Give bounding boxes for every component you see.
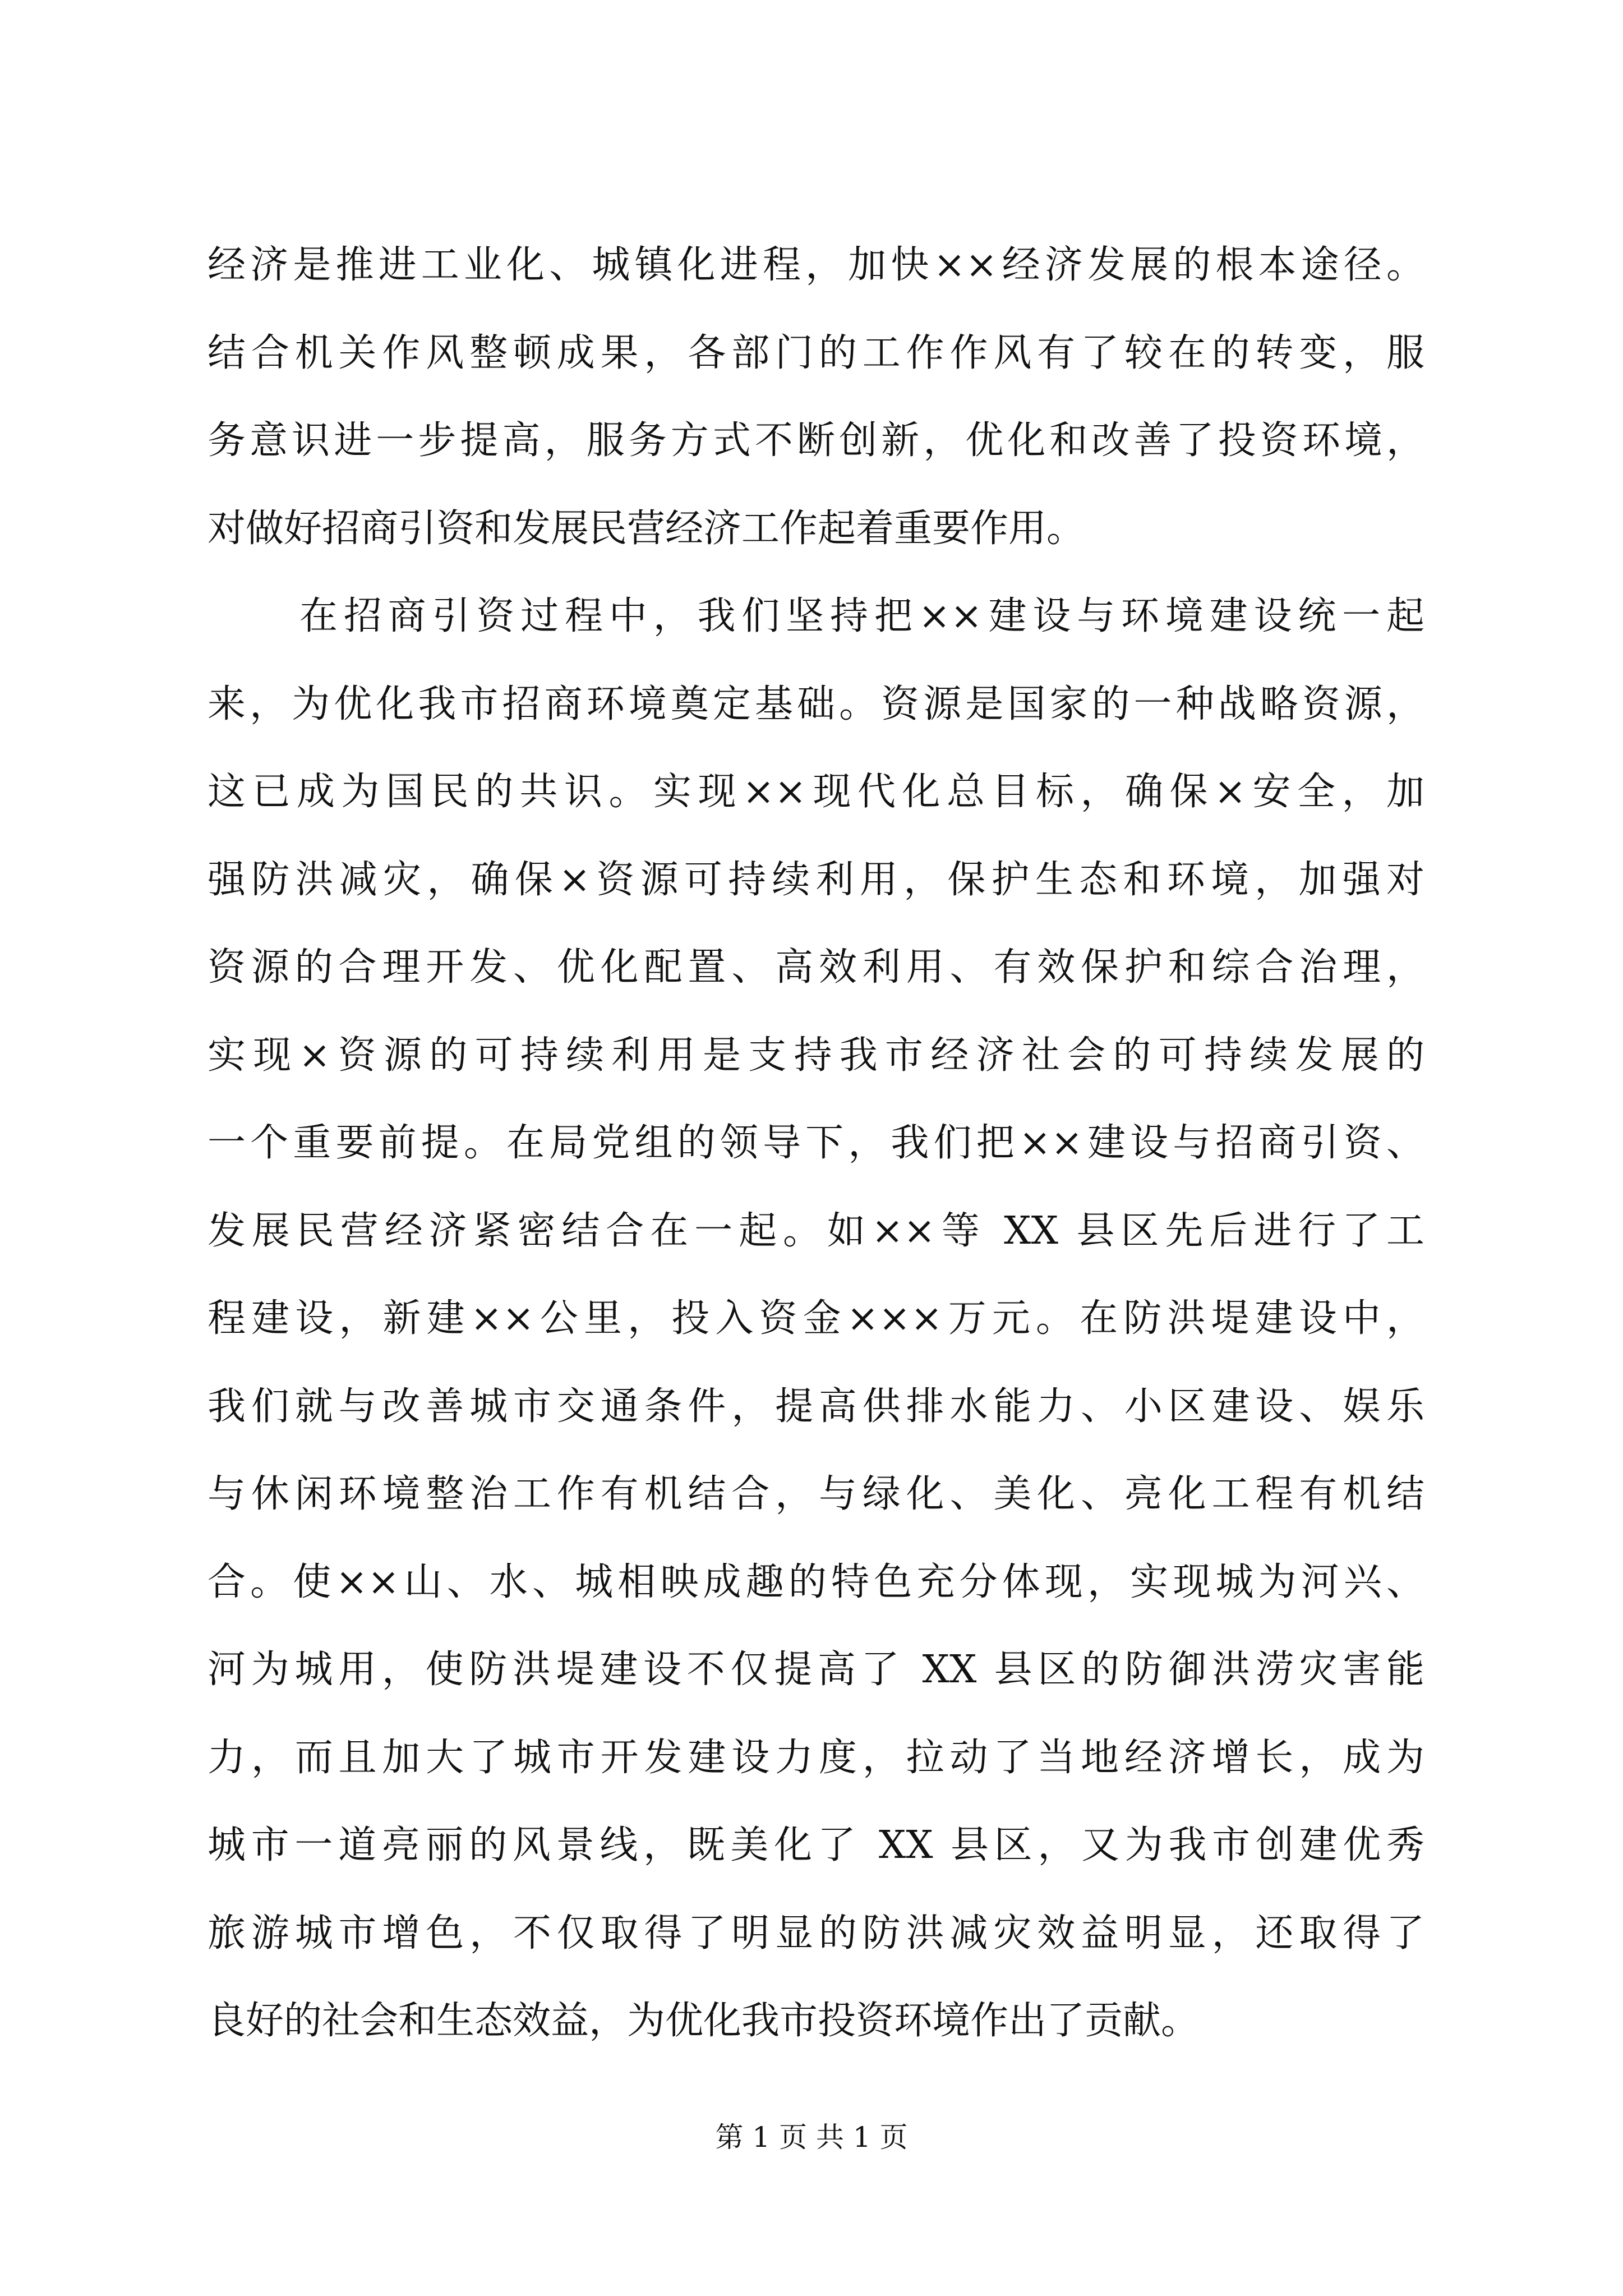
text-line: 发展民营经济紧密结合在一起。如××等 XX 县区先后进行了工 [208,1208,1424,1253]
text-line: 我们就与改善城市交通条件，提高供排水能力、小区建设、娱乐 [208,1384,1424,1429]
text-line: 强防洪减灾，确保×资源可持续利用，保护生态和环境，加强对 [208,857,1424,902]
text-line: 结合机关作风整顿成果，各部门的工作作风有了较在的转变，服 [208,330,1424,375]
text-line: 程建设，新建××公里，投入资金×××万元。在防洪堤建设中， [208,1296,1424,1341]
text-line: 力，而且加大了城市开发建设力度，拉动了当地经济增长，成为 [208,1735,1424,1780]
text-line: 经济是推进工业化、城镇化进程，加快××经济发展的根本途径。 [208,243,1424,287]
text-line: 一个重要前提。在局党组的领导下，我们把××建设与招商引资、 [208,1121,1424,1165]
text-line: 与休闲环境整治工作有机结合，与绿化、美化、亮化工程有机结 [208,1472,1424,1516]
text-line: 对做好招商引资和发展民营经济工作起着重要作用。 [208,506,1085,551]
text-line: 在招商引资过程中，我们坚持把××建设与环境建设统一起 [299,594,1424,638]
text-line: 实现×资源的可持续利用是支持我市经济社会的可持续发展的 [208,1033,1424,1078]
text-line: 务意识进一步提高，服务方式不断创新，优化和改善了投资环境， [208,418,1424,463]
text-line: 这已成为国民的共识。实现××现代化总目标，确保×安全，加 [208,770,1424,814]
text-line: 合。使××山、水、城相映成趣的特色充分体现，实现城为河兴、 [208,1559,1424,1604]
text-line: 来，为优化我市招商环境奠定基础。资源是国家的一种战略资源， [208,682,1424,726]
text-line: 良好的社会和生态效益，为优化我市投资环境作出了贡献。 [208,1999,1200,2043]
page-number-footer: 第 1 页 共 1 页 [715,2121,908,2154]
text-line: 河为城用，使防洪堤建设不仅提高了 XX 县区的防御洪涝灾害能 [208,1648,1424,1692]
body-text [208,222,1424,2065]
text-line: 旅游城市增色，不仅取得了明显的防洪减灾效益明显，还取得了 [208,1911,1424,1955]
text-line: 城市一道亮丽的风景线，既美化了 XX 县区，又为我市创建优秀 [208,1823,1424,1867]
text-line: 资源的合理开发、优化配置、高效利用、有效保护和综合治理， [208,945,1424,990]
